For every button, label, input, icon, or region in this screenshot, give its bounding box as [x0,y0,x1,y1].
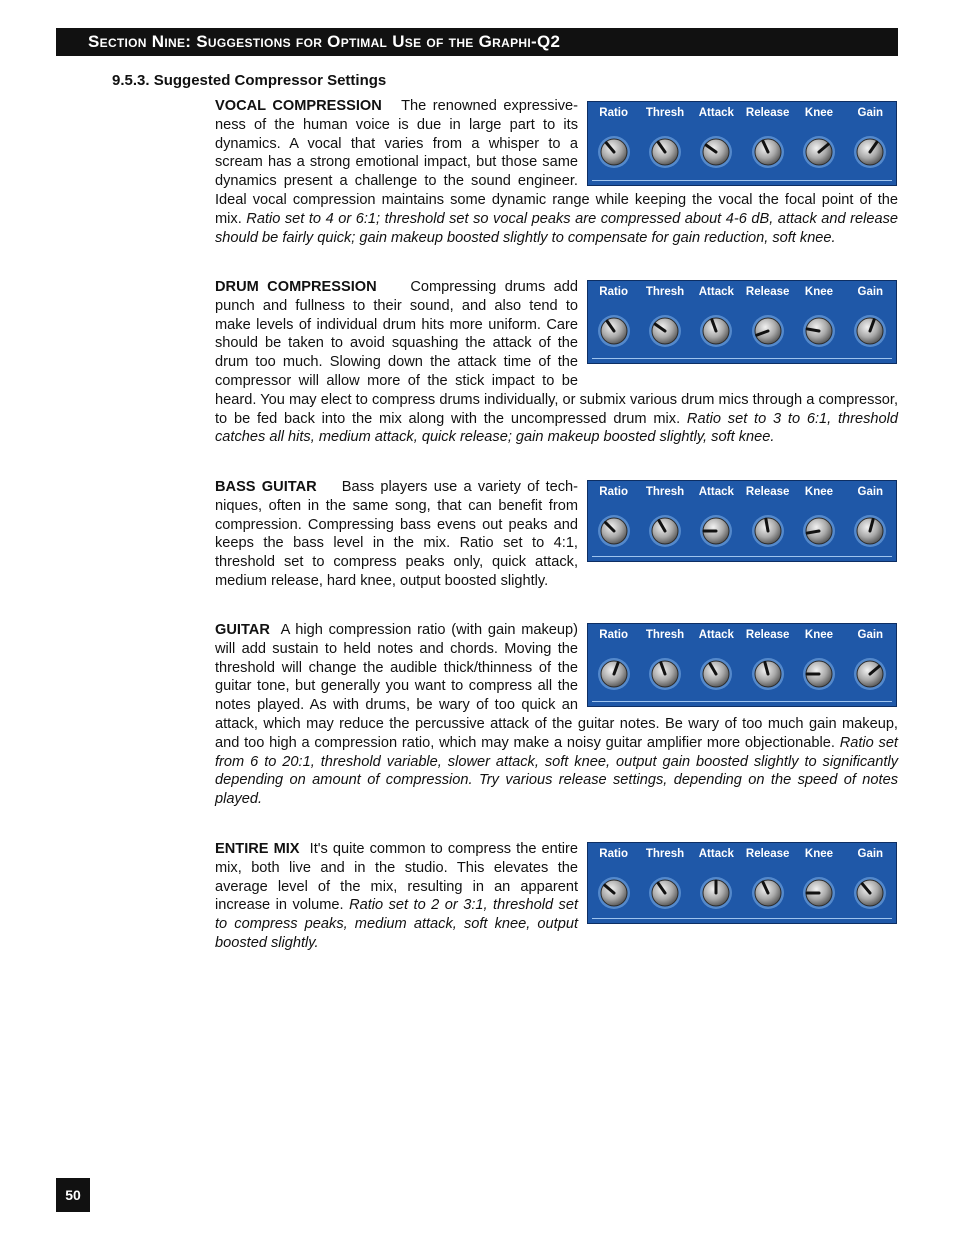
knob-label-release: Release [745,629,790,641]
section-title-suffix: -Q2 [530,32,561,51]
knob-label-thresh: Thresh [645,848,685,860]
knob-ratio[interactable] [597,314,631,348]
panel-divider [592,180,892,181]
knob-release[interactable] [751,314,785,348]
compressor-knob-panel [587,842,897,924]
knob-thresh[interactable] [648,514,682,548]
knob-label-attack: Attack [698,107,734,119]
knob-label-knee: Knee [804,486,834,498]
knob-label-knee: Knee [804,286,834,298]
knob-ratio[interactable] [597,135,631,169]
knob-label-release: Release [745,107,790,119]
knob-row [588,646,896,702]
knob-label-attack: Attack [698,486,734,498]
compressor-knob-panel [587,480,897,562]
knob-knee[interactable] [802,876,836,910]
knob-label-thresh: Thresh [645,486,685,498]
section-heading: BASS GUITAR [215,479,317,495]
knob-label-ratio: Ratio [599,107,629,119]
section-body: Compressing drums add punch and fullness to their sound, and also tend to make levels of individual drum hits more uniform. Care should be taken to avoid squashing the attack of the drum too much. Slowing down the attack time of the compressor will allow more of the stick impact to be heard. You may elect to compress drums individually, or submix various drum mics through a compressor, to be fed back into the mix along with the uncompressed drum mix. [215,279,898,427]
knob-label-ratio: Ratio [599,486,629,498]
knob-row [588,503,896,559]
section-heading: GUITAR [215,622,270,638]
section-settings: Ratio set to 2 or 3:1, threshold set to compress peaks, medium attack, soft knee, output boosted slightly. [215,897,579,951]
section-heading: ENTIRE MIX [215,841,300,857]
knob-label-ratio: Ratio [599,848,629,860]
knob-gain[interactable] [853,514,887,548]
knob-thresh[interactable] [648,135,682,169]
knob-thresh[interactable] [648,314,682,348]
knob-ratio[interactable] [597,514,631,548]
knob-label-knee: Knee [804,629,834,641]
knob-label-thresh: Thresh [645,629,685,641]
panel-divider [592,918,892,919]
knob-label-ratio: Ratio [599,629,629,641]
knob-release[interactable] [751,657,785,691]
knob-attack[interactable] [699,314,733,348]
knob-label-thresh: Thresh [645,107,685,119]
knob-row [588,865,896,921]
knob-attack[interactable] [699,657,733,691]
knob-label-attack: Attack [698,286,734,298]
subsection-heading: 9.5.3. Suggested Compressor Settings [112,72,387,89]
panel-divider [592,556,892,557]
knob-thresh[interactable] [648,657,682,691]
knob-row [588,303,896,359]
panel-divider [592,358,892,359]
section-body: The renowned expressive-ness of the human voice is due in large part to its dynamics. A vocal that varies from a whisper to a scream has a strong emotional impact, but those same dynamics present a challenge to the sound engineer. Ideal vocal compression maintains some dynamic range while keeping the vocal the focal point of the mix. [215,98,898,227]
knob-label-gain: Gain [857,629,884,641]
knob-row [588,124,896,180]
knob-label-attack: Attack [698,629,734,641]
knob-label-row [588,481,896,503]
knob-knee[interactable] [802,135,836,169]
section-settings: Ratio set from 6 to 20:1, threshold variable, slower attack, soft knee, output gain boosted slightly to significantly depending on amount of compression. Try various release settings, depending on the speed of notes played. [215,734,898,808]
knob-label-ratio: Ratio [599,286,629,298]
knob-label-thresh: Thresh [645,286,685,298]
knob-ratio[interactable] [597,876,631,910]
compressor-knob-panel [587,101,897,186]
knob-label-knee: Knee [804,107,834,119]
compressor-knob-panel [587,623,897,707]
knob-label-row [588,843,896,865]
knob-release[interactable] [751,876,785,910]
section-settings: Ratio set to 4 or 6:1; threshold set so vocal peaks are compressed about 4-6 dB, attack and release should be fairly quick; gain makeup boosted slightly to compensate for gain reduction, soft knee. [215,210,898,246]
knob-label-gain: Gain [857,848,884,860]
compressor-knob-panel [587,280,897,364]
knob-label-gain: Gain [857,286,884,298]
knob-label-release: Release [745,848,790,860]
knob-label-attack: Attack [698,848,734,860]
knob-label-row [588,624,896,646]
knob-release[interactable] [751,514,785,548]
knob-label-gain: Gain [857,486,884,498]
page-number: 50 [56,1178,90,1212]
knob-gain[interactable] [853,314,887,348]
knob-gain[interactable] [853,876,887,910]
knob-gain[interactable] [853,657,887,691]
section-title: Section Nine: Suggestions for Optimal Use of the Graphi [88,32,531,51]
knob-label-row [588,281,896,303]
knob-knee[interactable] [802,657,836,691]
section-body: Bass players use a variety of tech-niques, often in the same song, that can benefit from compression. Compressing bass evens out peaks and keeps the bass level in the mix. Ratio set to 4:1, threshold set to compress peaks only, quick attack, medium release, hard knee, output boosted slightly. [215,479,579,589]
section-body: A high compression ratio (with gain makeup) will add sustain to held notes and chords. Moving the threshold will change the audible thick/thinness of the guitar tone, but generally you want to compress all the notes played. As with drums, be wary of too quick an attack, which may reduce the percussive attack of the guitar notes. Be wary of too much gain makeup, and too high a compression ratio, which may make a noisy guitar amplifier more objectionable. [215,622,898,751]
knob-knee[interactable] [802,314,836,348]
knob-attack[interactable] [699,514,733,548]
knob-label-release: Release [745,286,790,298]
knob-attack[interactable] [699,876,733,910]
section-heading: DRUM COMPRESSION [215,279,377,295]
knob-label-gain: Gain [857,107,884,119]
knob-thresh[interactable] [648,876,682,910]
knob-ratio[interactable] [597,657,631,691]
knob-label-row [588,102,896,124]
knob-gain[interactable] [853,135,887,169]
knob-label-knee: Knee [804,848,834,860]
section-body: It's quite common to compress the entire mix, both live and in the studio. This elevates the average level of the mix, resulting in an apparent increase in volume. [215,841,579,914]
panel-divider [592,701,892,702]
knob-knee[interactable] [802,514,836,548]
section-header [56,28,898,56]
knob-label-release: Release [745,486,790,498]
knob-release[interactable] [751,135,785,169]
knob-attack[interactable] [699,135,733,169]
section-settings: Ratio set to 3 to 6:1, threshold catches all hits, medium attack, quick release; gain makeup boosted slightly, soft knee. [215,410,899,446]
section-heading: VOCAL COMPRESSION [215,98,382,114]
